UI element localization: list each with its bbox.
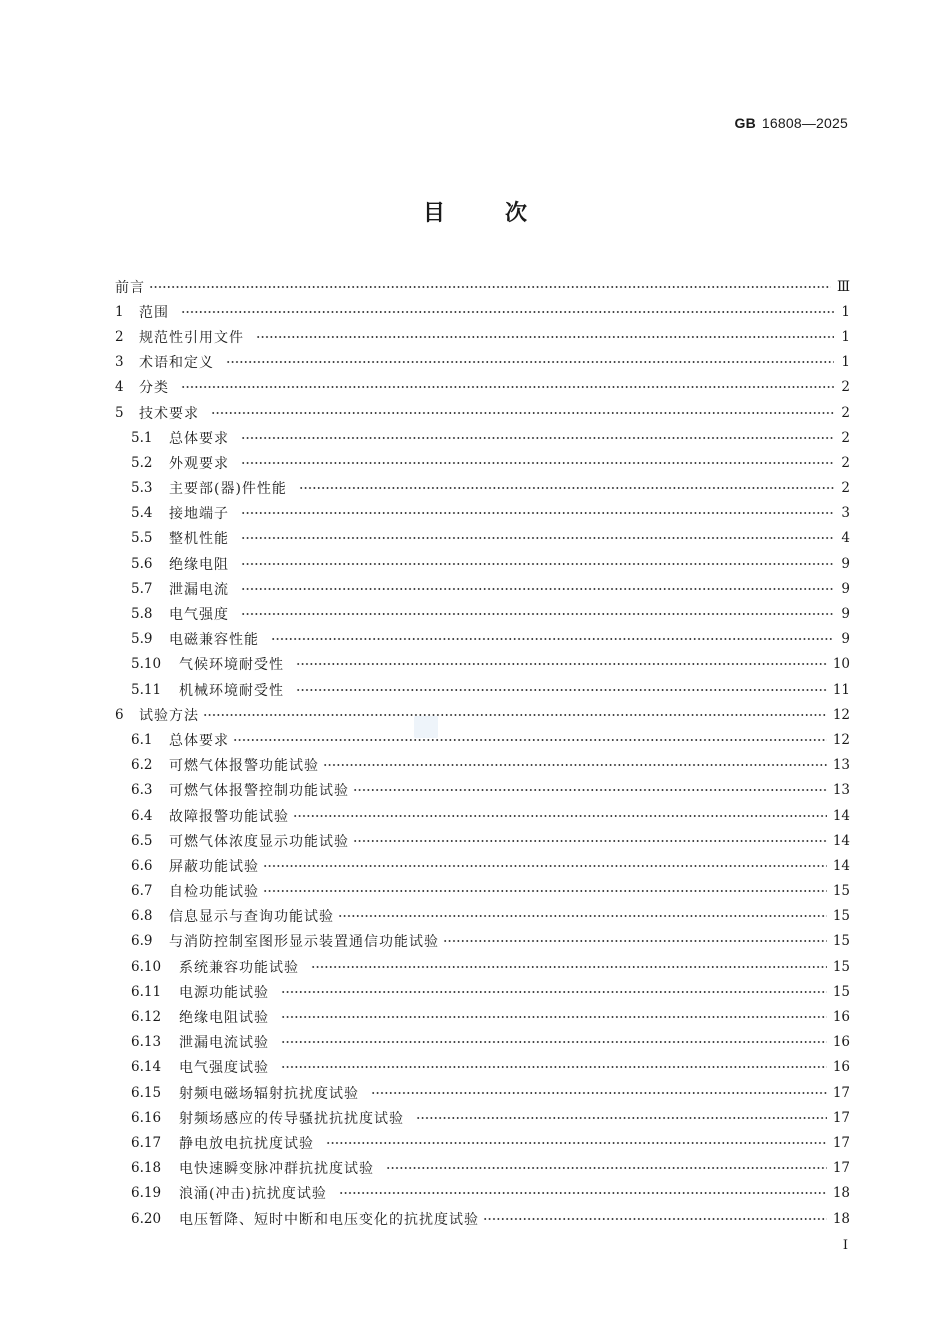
standard-number: 16808—2025 xyxy=(761,115,848,131)
toc-entry-label: 前言 xyxy=(115,279,145,296)
toc-entry[interactable] xyxy=(115,627,850,652)
toc-entry[interactable] xyxy=(115,652,850,677)
toc-entry[interactable] xyxy=(115,274,850,299)
toc-entry[interactable] xyxy=(115,551,850,576)
toc-entry[interactable] xyxy=(115,476,850,501)
toc-entry-label: 电压暂降、短时中断和电压变化的抗扰度试验 xyxy=(179,1211,479,1228)
toc-entry-page: Ⅲ xyxy=(836,278,850,295)
toc-entry-number: 1 xyxy=(115,303,124,320)
toc-entry-number: 5.11 xyxy=(131,681,162,698)
toc-entry[interactable] xyxy=(115,576,850,601)
toc-leader-dots xyxy=(241,508,834,518)
toc-leader-dots xyxy=(353,836,827,846)
toc-entry-page: 14 xyxy=(832,832,850,849)
toc-entry[interactable] xyxy=(115,1080,850,1105)
toc-entry-number: 6.5 xyxy=(131,832,153,849)
toc-entry-label: 整机性能 xyxy=(169,531,229,548)
toc-entry[interactable] xyxy=(115,727,850,752)
toc-entry-number: 6.1 xyxy=(131,731,153,748)
toc-entry-number: 6.18 xyxy=(131,1160,162,1177)
toc-entry-label: 射频场感应的传导骚扰抗扰度试验 xyxy=(179,1110,404,1127)
toc-leader-dots xyxy=(241,609,834,619)
toc-entry-label: 电源功能试验 xyxy=(179,984,269,1001)
toc-entry[interactable] xyxy=(115,400,850,425)
toc-entry-page: 11 xyxy=(832,681,850,698)
toc-entry-label: 可燃气体报警功能试验 xyxy=(169,758,319,775)
toc-entry[interactable] xyxy=(115,501,850,526)
toc-entry-label: 浪涌(冲击)抗扰度试验 xyxy=(179,1186,327,1203)
toc-entry-label: 射频电磁场辐射抗扰度试验 xyxy=(179,1085,359,1102)
toc-entry-number: 6.2 xyxy=(131,757,153,774)
toc-entry[interactable] xyxy=(115,1156,850,1181)
toc-leader-dots xyxy=(203,710,827,720)
toc-leader-dots xyxy=(241,584,834,594)
toc-entry-number: 6 xyxy=(115,706,124,723)
toc-entry[interactable] xyxy=(115,1181,850,1206)
toc-entry-number: 5 xyxy=(115,404,124,421)
toc-entry[interactable] xyxy=(115,1105,850,1130)
toc-leader-dots xyxy=(181,307,834,317)
toc-entry[interactable] xyxy=(115,753,850,778)
toc-entry-page: 3 xyxy=(841,505,850,522)
toc-entry[interactable] xyxy=(115,299,850,324)
toc-leader-dots xyxy=(353,785,827,795)
toc-entry-label: 总体要求 xyxy=(169,430,229,447)
toc-entry-number: 5.3 xyxy=(131,480,153,497)
toc-entry-label: 故障报警功能试验 xyxy=(169,808,289,825)
toc-entry-label: 主要部(器)件性能 xyxy=(169,481,287,498)
toc-entry-number: 6.6 xyxy=(131,857,153,874)
toc-entry-number: 6.15 xyxy=(131,1084,162,1101)
toc-entry-label: 泄漏电流 xyxy=(169,581,229,598)
toc-leader-dots xyxy=(483,1214,827,1224)
toc-entry-label: 自检功能试验 xyxy=(169,884,259,901)
toc-entry[interactable] xyxy=(115,979,850,1004)
toc-leader-dots xyxy=(386,1163,827,1173)
toc-entry[interactable] xyxy=(115,350,850,375)
toc-entry-page: 15 xyxy=(832,908,850,925)
toc-leader-dots xyxy=(256,332,834,342)
toc-entry-label: 总体要求 xyxy=(169,732,229,749)
toc-title: 目次 xyxy=(422,201,587,226)
toc-entry-number: 5.9 xyxy=(131,631,153,648)
toc-leader-dots xyxy=(339,1188,827,1198)
toc-entry[interactable] xyxy=(115,375,850,400)
toc-entry-number: 3 xyxy=(115,354,124,371)
toc-entry-label: 电快速瞬变脉冲群抗扰度试验 xyxy=(179,1161,374,1178)
toc-entry[interactable] xyxy=(115,879,850,904)
toc-entry-page: 14 xyxy=(832,807,850,824)
page-number: Ⅰ xyxy=(842,1238,848,1253)
toc-entry-number: 5.7 xyxy=(131,580,153,597)
toc-leader-dots xyxy=(181,382,834,392)
toc-entry[interactable] xyxy=(115,702,850,727)
toc-leader-dots xyxy=(281,987,827,997)
toc-entry-number: 6.16 xyxy=(131,1109,162,1126)
toc-leader-dots xyxy=(241,458,834,468)
toc-entry-label: 电磁兼容性能 xyxy=(169,632,259,649)
toc-entry[interactable] xyxy=(115,1130,850,1155)
toc-entry-page: 2 xyxy=(841,379,850,396)
toc-entry[interactable] xyxy=(115,1206,850,1231)
toc-entry-page: 13 xyxy=(832,757,850,774)
toc-entry[interactable] xyxy=(115,677,850,702)
toc-leader-dots xyxy=(211,408,834,418)
toc-entry-number: 5.8 xyxy=(131,606,153,623)
toc-entry[interactable] xyxy=(115,526,850,551)
toc-entry-label: 泄漏电流试验 xyxy=(179,1035,269,1052)
toc-entry-page: 17 xyxy=(832,1084,850,1101)
toc-entry-page: 9 xyxy=(841,606,850,623)
toc-entry-label: 电气强度试验 xyxy=(179,1060,269,1077)
toc-entry-page: 18 xyxy=(832,1210,850,1227)
toc-entry-page: 14 xyxy=(832,857,850,874)
table-of-contents xyxy=(115,274,850,1231)
toc-entry-label: 机械环境耐受性 xyxy=(179,682,284,699)
toc-entry-number: 5.2 xyxy=(131,454,153,471)
toc-leader-dots xyxy=(241,533,834,543)
toc-entry-page: 16 xyxy=(832,1034,850,1051)
toc-entry[interactable] xyxy=(115,601,850,626)
toc-entry-number: 6.10 xyxy=(131,958,162,975)
toc-entry-page: 15 xyxy=(832,958,850,975)
toc-entry-label: 信息显示与查询功能试验 xyxy=(169,909,334,926)
toc-entry-label: 规范性引用文件 xyxy=(139,329,244,346)
toc-entry-label: 静电放电抗扰度试验 xyxy=(179,1135,314,1152)
toc-entry-number: 6.7 xyxy=(131,883,153,900)
toc-entry-page: 15 xyxy=(832,883,850,900)
toc-entry-label: 系统兼容功能试验 xyxy=(179,959,299,976)
toc-entry-page: 15 xyxy=(832,933,850,950)
toc-entry-number: 6.19 xyxy=(131,1185,162,1202)
toc-entry[interactable] xyxy=(115,904,850,929)
toc-entry-page: 16 xyxy=(832,1009,850,1026)
toc-entry[interactable] xyxy=(115,1055,850,1080)
toc-entry-page: 12 xyxy=(832,706,850,723)
toc-entry-number: 4 xyxy=(115,379,124,396)
watermark-mark xyxy=(414,716,438,738)
toc-entry-page: 2 xyxy=(841,404,850,421)
toc-leader-dots xyxy=(299,483,834,493)
toc-entry-page: 1 xyxy=(841,303,850,320)
toc-entry-page: 2 xyxy=(841,454,850,471)
toc-entry[interactable] xyxy=(115,803,850,828)
toc-leader-dots xyxy=(311,962,827,972)
toc-entry-number: 6.8 xyxy=(131,908,153,925)
toc-entry-label: 可燃气体报警控制功能试验 xyxy=(169,783,349,800)
toc-leader-dots xyxy=(326,1138,827,1148)
toc-leader-dots xyxy=(416,1113,827,1123)
toc-entry-page: 12 xyxy=(832,731,850,748)
toc-entry-label: 绝缘电阻试验 xyxy=(179,1010,269,1027)
toc-entry-label: 屏蔽功能试验 xyxy=(169,858,259,875)
toc-leader-dots xyxy=(281,1012,827,1022)
toc-entry-page: 17 xyxy=(832,1134,850,1151)
toc-entry-page: 9 xyxy=(841,631,850,648)
toc-leader-dots xyxy=(296,685,827,695)
toc-entry-page: 16 xyxy=(832,1059,850,1076)
toc-leader-dots xyxy=(293,811,827,821)
toc-entry-label: 试验方法 xyxy=(139,707,199,724)
toc-entry[interactable] xyxy=(115,853,850,878)
toc-leader-dots xyxy=(338,911,827,921)
toc-entry-label: 术语和定义 xyxy=(139,355,214,372)
toc-entry-page: 9 xyxy=(841,580,850,597)
toc-leader-dots xyxy=(233,735,827,745)
toc-entry-page: 1 xyxy=(841,328,850,345)
toc-entry[interactable] xyxy=(115,828,850,853)
toc-leader-dots xyxy=(149,282,831,292)
toc-entry[interactable] xyxy=(115,929,850,954)
toc-entry-label: 分类 xyxy=(139,380,169,397)
toc-entry-number: 6.20 xyxy=(131,1210,162,1227)
toc-entry-label: 范围 xyxy=(139,304,169,321)
toc-entry[interactable] xyxy=(115,425,850,450)
toc-entry-number: 5.6 xyxy=(131,555,153,572)
toc-entry-number: 6.4 xyxy=(131,807,153,824)
toc-entry-label: 可燃气体浓度显示功能试验 xyxy=(169,833,349,850)
toc-entry-page: 17 xyxy=(832,1109,850,1126)
toc-leader-dots xyxy=(281,1062,827,1072)
toc-leader-dots xyxy=(281,1037,827,1047)
toc-leader-dots xyxy=(323,760,827,770)
toc-entry-page: 13 xyxy=(832,782,850,799)
toc-entry-page: 18 xyxy=(832,1185,850,1202)
toc-entry-label: 与消防控制室图形显示装置通信功能试验 xyxy=(169,934,439,951)
toc-leader-dots xyxy=(443,936,827,946)
toc-entry-number: 5.10 xyxy=(131,656,162,673)
toc-entry-page: 4 xyxy=(841,530,850,547)
toc-entry[interactable] xyxy=(115,954,850,979)
standard-code xyxy=(735,115,848,131)
toc-leader-dots xyxy=(263,861,827,871)
toc-entry-label: 气候环境耐受性 xyxy=(179,657,284,674)
toc-leader-dots xyxy=(271,634,834,644)
toc-leader-dots xyxy=(263,886,827,896)
toc-entry-number: 6.12 xyxy=(131,1009,162,1026)
toc-entry-label: 接地端子 xyxy=(169,506,229,523)
toc-entry-number: 5.4 xyxy=(131,505,153,522)
toc-entry-number: 6.13 xyxy=(131,1034,162,1051)
toc-entry[interactable] xyxy=(115,1030,850,1055)
toc-entry-label: 绝缘电阻 xyxy=(169,556,229,573)
toc-entry-page: 15 xyxy=(832,983,850,1000)
toc-entry-page: 9 xyxy=(841,555,850,572)
toc-entry-number: 6.11 xyxy=(131,983,162,1000)
toc-leader-dots xyxy=(241,559,834,569)
toc-entry-label: 外观要求 xyxy=(169,455,229,472)
toc-entry-page: 1 xyxy=(841,354,850,371)
toc-entry-page: 2 xyxy=(841,429,850,446)
toc-entry-number: 6.9 xyxy=(131,933,153,950)
toc-entry-label: 电气强度 xyxy=(169,607,229,624)
standard-prefix: GB xyxy=(734,115,756,131)
toc-entry-number: 6.14 xyxy=(131,1059,162,1076)
toc-entry-number: 5.5 xyxy=(131,530,153,547)
toc-leader-dots xyxy=(371,1088,827,1098)
toc-entry-page: 17 xyxy=(832,1160,850,1177)
toc-entry[interactable] xyxy=(115,324,850,349)
toc-entry-page: 10 xyxy=(832,656,850,673)
toc-leader-dots xyxy=(241,433,834,443)
toc-entry[interactable] xyxy=(115,1004,850,1029)
toc-entry[interactable] xyxy=(115,450,850,475)
toc-leader-dots xyxy=(226,357,834,367)
toc-leader-dots xyxy=(296,659,827,669)
toc-entry-number: 5.1 xyxy=(131,429,153,446)
toc-entry-label: 技术要求 xyxy=(139,405,199,422)
toc-entry[interactable] xyxy=(115,778,850,803)
toc-entry-page: 2 xyxy=(841,480,850,497)
toc-entry-number: 6.17 xyxy=(131,1134,162,1151)
toc-entry-number: 2 xyxy=(115,328,124,345)
toc-entry-number: 6.3 xyxy=(131,782,153,799)
